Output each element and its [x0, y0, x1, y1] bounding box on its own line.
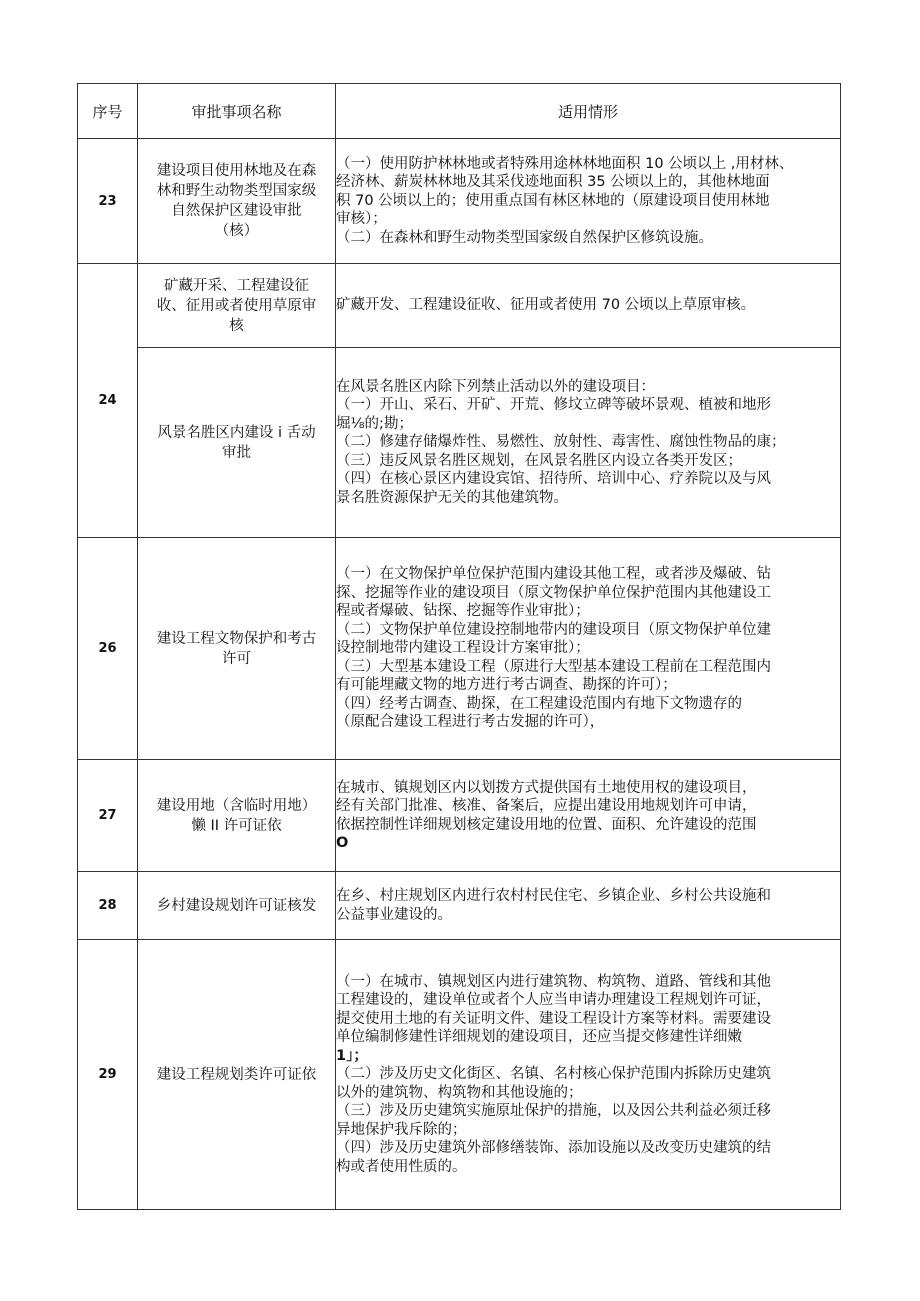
table-row [78, 264, 841, 348]
row-serial: 27 [78, 760, 138, 872]
header-serial: 序号 [78, 84, 138, 139]
table-row [78, 872, 841, 940]
row-applicable-cases: （一）在文物保护单位保护范围内建设其他工程，或者涉及爆破、钻 探、挖掘等作业的建设项目（原文物保护单位保护范围内其他建设工 程或者爆破、钻探、挖掘等作业审批）； （二）文物保护单位建设控制地带内的建设项目（原文物保护单位建 设控制地带内建设工程设计方案审批）； （三）大型基本建设工程（原进行大型基本建设工程前在工程范围内 有可能埋藏文物的地方进行考古调查、勘探的许可）； （四）经考古调查、勘探，在工程建设范围内有地下文物遗存的 （原配合建设工程进行考古发掘的许可）， [336, 538, 841, 760]
row-applicable-cases: （一）使用防护林林地或者特殊用途林林地面积 10 公顷以上 ,用材林、 经济林、薪炭林林地及其采伐迹地面积 35 公顷以上的，其他林地面 积 70 公顷以上的；使用重点国有林区林地的（原建设项目使用林地 审核）； （二）在森林和野生动物类型国家级自然保护区修筑设施。 [336, 139, 841, 264]
table-header-row [78, 84, 841, 139]
table-row [78, 760, 841, 872]
row-applicable-cases: 在城市、镇规划区内以划拨方式提供国有土地使用权的建设项目， 经有关部门批准、核准、备案后，应提出建设用地规划许可申请， 依据控制性详细规划核定建设用地的位置、面积、允许建设的范围 O [336, 760, 841, 872]
row-applicable-cases: 矿藏开发、工程建设征收、征用或者使用 70 公顷以上草原审核。 [336, 264, 841, 348]
row-item-name: 矿藏开采、工程建设征 收、征用或者使用草原审 核 [138, 264, 336, 348]
row-applicable-cases: （一）在城市、镇规划区内进行建筑物、构筑物、道路、管线和其他 工程建设的，建设单位或者个人应当申请办理建设工程规划许可证， 提交使用土地的有关证明文件、建设工程设计方案等材料。需要建设 单位编制修建性详细规划的建设项目，还应当提交修建性详细嫩 1」； （二）涉及历史文化街区、名镇、名村核心保护范围内拆除历史建筑 以外的建筑物、构筑物和其他设施的； （三）涉及历史建筑实施原址保护的措施，以及因公共利益必须迁移 异地保护我斥除的； （四）涉及历史建筑外部修缮装饰、添加设施以及改变历史建筑的结 构或者使用性质的。 [336, 940, 841, 1210]
row-serial: 23 [78, 139, 138, 264]
header-applicable-cases: 适用情形 [336, 84, 841, 139]
table-row [78, 139, 841, 264]
table-row [78, 348, 841, 538]
row-item-name: 建设工程规划类许可证依 [138, 940, 336, 1210]
header-item-name: 审批事项名称 [138, 84, 336, 139]
row-item-name: 建设工程文物保护和考古 许可 [138, 538, 336, 760]
row-serial: 24 [78, 264, 138, 538]
table-row [78, 940, 841, 1210]
row-serial: 26 [78, 538, 138, 760]
row-serial: 28 [78, 872, 138, 940]
row-item-name: 建设项目使用林地及在森 林和野生动物类型国家级 自然保护区建设审批 （核） [138, 139, 336, 264]
table-row [78, 538, 841, 760]
approval-items-table [77, 83, 841, 1210]
row-item-name: 建设用地（含临时用地） 懒 II 许可证依 [138, 760, 336, 872]
row-item-name: 乡村建设规划许可证核发 [138, 872, 336, 940]
row-serial: 29 [78, 940, 138, 1210]
row-applicable-cases: 在风景名胜区内除下列禁止活动以外的建设项目： （一）开山、采石、开矿、开荒、修坟立碑等破坏景观、植被和地形 堀⅛的;勘； （二）修建存储爆炸性、易燃性、放射性、毒害性、腐蚀性物品的康； （三）违反风景名胜区规划，在风景名胜区内设立各类开发区； （四）在核心景区内建设宾馆、招待所、培训中心、疗养院以及与风 景名胜资源保护无关的其他建筑物。 [336, 348, 841, 538]
row-item-name: 风景名胜区内建设 i 舌动 审批 [138, 348, 336, 538]
row-applicable-cases: 在乡、村庄规划区内进行农村村民住宅、乡镇企业、乡村公共设施和 公益事业建设的。 [336, 872, 841, 940]
